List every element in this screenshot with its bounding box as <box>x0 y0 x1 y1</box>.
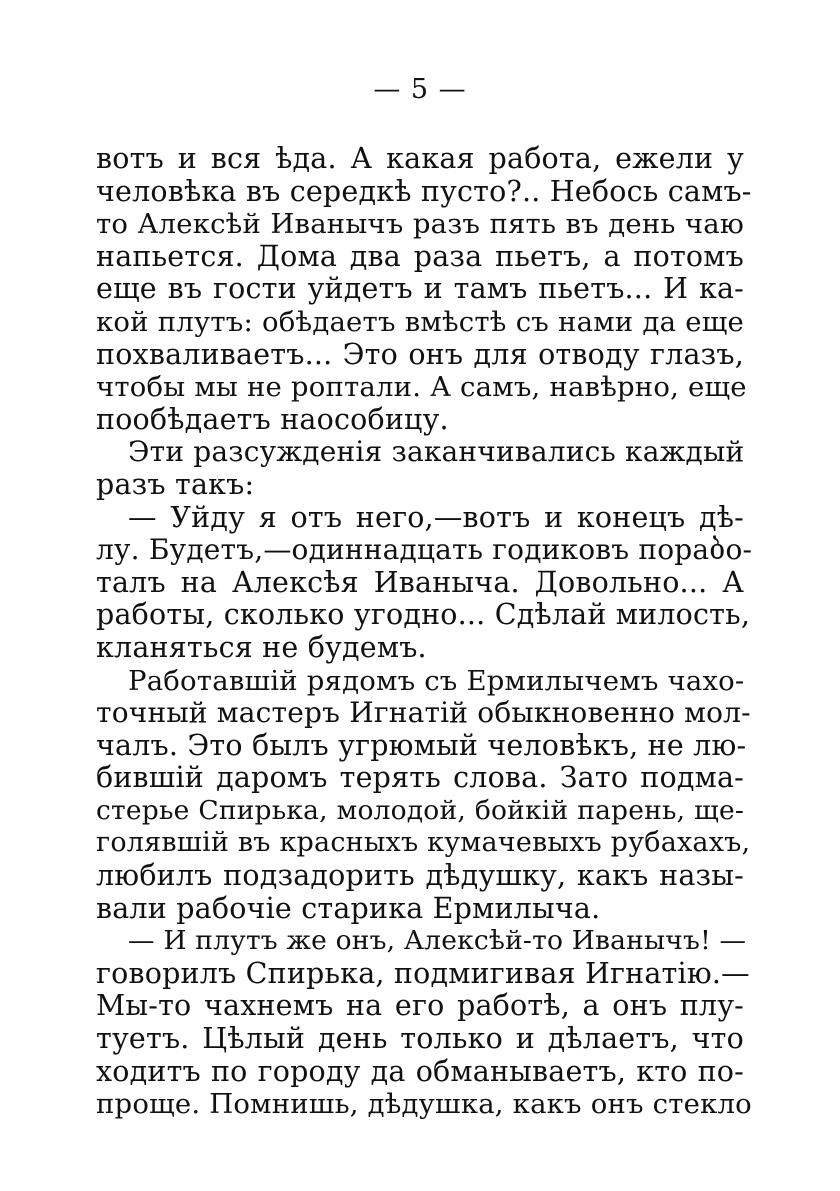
text-line: любилъ подзадорить дѣдушку, какъ назы- <box>96 859 744 893</box>
text-line: проще. Помнишь, дѣдушка, какъ онъ стекло <box>96 1088 752 1121</box>
text-line: Эти разсужденія заканчивались каждый <box>128 435 745 469</box>
text-line: разъ такъ: <box>96 467 255 501</box>
text-line: человѣка въ середкѣ пусто?.. Небось самъ- <box>96 174 752 208</box>
text-line: чтобы мы не роптали. А самъ, навѣрно, еще <box>96 371 747 404</box>
text-line: — Уйду я отъ него,—вотъ и конецъ дѣ- <box>128 500 744 534</box>
text-line: еще въ гости уйдетъ и тамъ пьетъ... И ка- <box>96 272 744 306</box>
text-line: точный мастеръ Игнатій обыкновенно мол- <box>96 696 751 730</box>
text-line: кой плутъ: обѣдаетъ вмѣстѣ съ нами да еще <box>96 305 744 338</box>
text-line: кланяться не будемъ. <box>96 630 427 664</box>
text-line: то Алексѣй Иванычъ разъ пять въ день чаю <box>96 208 744 241</box>
text-line: говорилъ Спирька, подмигивая Игнатію.— <box>96 956 750 990</box>
body-text <box>96 142 753 1121</box>
text-line: бившій даромъ терять слова. Зато подма- <box>96 761 744 795</box>
text-line: вали рабочіе старика Ермилыча. <box>96 891 601 925</box>
text-line: напьется. Дома два раза пьетъ, а потомъ <box>96 239 744 273</box>
text-line: туетъ. Цѣлый день только и дѣлаетъ, что <box>96 1022 744 1056</box>
text-line: похваливаетъ... Это онъ для отводу глазъ, <box>96 337 744 371</box>
text-line: пообѣдаетъ наособицу. <box>96 402 449 436</box>
text-line: ходитъ по городу да обманываетъ, кто по- <box>96 1054 744 1088</box>
text-line: Работавшій рядомъ съ Ермилычемъ чахо- <box>128 664 745 697</box>
text-line: работы, сколько угодно... Сдѣлай милость, <box>96 598 751 632</box>
page-number: — 5 — <box>373 74 467 105</box>
text-line: талъ на Алексѣя Иваныча. Довольно... А <box>96 565 744 599</box>
text-line: лу. Будетъ,—одиннадцать годиковъ пораბо- <box>96 533 753 567</box>
text-line: голявшій въ красныхъ кумачевыхъ рубахахъ, <box>96 827 751 859</box>
text-line: — И плутъ же онъ, Алексѣй-то Иванычъ! — <box>128 925 747 957</box>
text-line: стерье Спирька, молодой, бойкій парень, ще- <box>96 794 744 826</box>
text-line: чалъ. Это былъ угрюмый человѣкъ, не лю- <box>96 728 747 762</box>
text-line: вотъ и вся ѣда. А какая работа, ежели у <box>96 142 744 175</box>
text-line: Мы-то чахнемъ на его работѣ, а онъ плу- <box>96 989 744 1023</box>
